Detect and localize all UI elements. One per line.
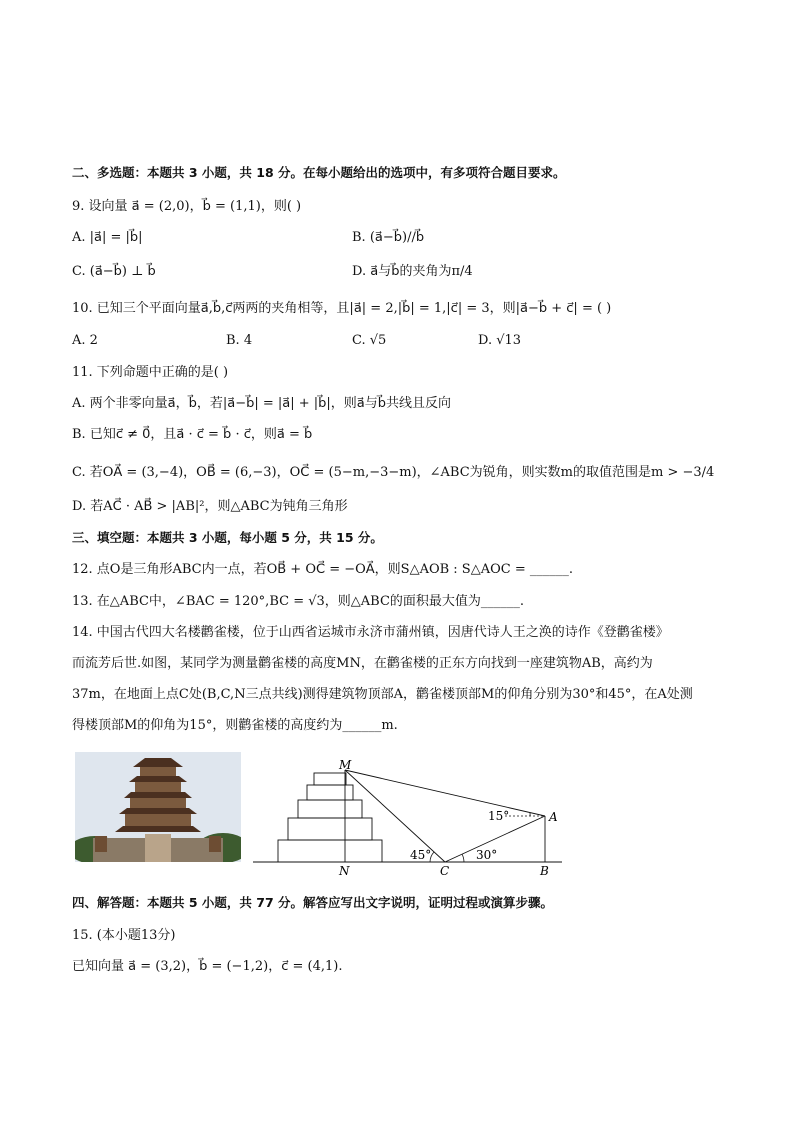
q11-option-b: B. 已知c⃗ ≠ 0⃗，且a⃗ · c⃗ = b⃗ · c⃗，则a⃗ = b⃗ xyxy=(72,427,313,442)
q15-stem: 已知向量 a⃗ = (3,2)，b⃗ = (−1,2)，c⃗ = (4,1). xyxy=(72,959,343,974)
tower-tier-4 xyxy=(307,785,353,800)
tower-photo xyxy=(75,752,241,862)
section-3-heading: 三、填空题：本题共 3 小题，每小题 5 分，共 15 分。 xyxy=(72,530,383,545)
q12: 12. 点O是三角形ABC内一点，若OB⃗ + OC⃗ = −OA⃗，则S△AOB : S△AOC = ______. xyxy=(72,562,573,577)
q9-option-c: C. (a⃗−b⃗) ⊥ b⃗ xyxy=(72,264,156,279)
label-n: N xyxy=(339,864,350,878)
label-c: C xyxy=(440,864,450,878)
label-a: A xyxy=(549,810,558,824)
q9-option-d: D. a⃗与b⃗的夹角为π/4 xyxy=(352,264,473,279)
section-4-heading: 四、解答题：本题共 5 小题，共 77 分。解答应写出文字说明，证明过程或演算步骤。 xyxy=(72,895,554,910)
q10-option-a: A. 2 xyxy=(72,333,98,348)
tower-tier-5 xyxy=(314,773,346,785)
tower-photo-illustration xyxy=(75,752,241,862)
label-m: M xyxy=(339,758,352,772)
measurement-diagram-svg xyxy=(250,752,570,878)
angle-30: 30° xyxy=(476,848,498,862)
q9-stem: 9. 设向量 a⃗ = (2,0)，b⃗ = (1,1)，则( ) xyxy=(72,199,302,214)
q9-option-b: B. (a⃗−b⃗)//b⃗ xyxy=(352,230,425,245)
q10-stem: 10. 已知三个平面向量a⃗,b⃗,c⃗两两的夹角相等，且|a⃗| = 2,|b⃗| = 1,|c⃗| = 3，则|a⃗−b⃗ + c⃗| = ( ) xyxy=(72,301,612,316)
q14-line-1: 14. 中国古代四大名楼鹳雀楼，位于山西省运城市永济市蒲州镇，因唐代诗人王之涣的诗作《登鹳雀楼》 xyxy=(72,625,669,640)
tower-tier-3 xyxy=(298,800,362,818)
q14-line-4: 得楼顶部M的仰角为15°，则鹳雀楼的高度约为______m. xyxy=(72,718,398,733)
tower-tier-2 xyxy=(288,818,372,840)
q10-option-c: C. √5 xyxy=(352,333,387,348)
angle-15: 15° xyxy=(488,809,510,823)
q11-stem: 11. 下列命题中正确的是( ) xyxy=(72,365,229,380)
label-b: B xyxy=(540,864,549,878)
q14-line-3: 37m，在地面上点C处(B,C,N三点共线)测得建筑物顶部A，鹳雀楼顶部M的仰角分别为30°和45°，在A处测 xyxy=(72,687,693,702)
q14-line-2: 而流芳后世.如图，某同学为测量鹳雀楼的高度MN，在鹳雀楼的正东方向找到一座建筑物AB，高约为 xyxy=(72,656,653,671)
q10-option-d: D. √13 xyxy=(478,333,522,348)
section-2-heading: 二、多选题：本题共 3 小题，共 18 分。在每小题给出的选项中，有多项符合题目要求。 xyxy=(72,165,566,180)
q11-option-a: A. 两个非零向量a⃗，b⃗，若|a⃗−b⃗| = |a⃗| + |b⃗|，则a⃗与b⃗共线且反向 xyxy=(72,396,452,411)
q15-title: 15. (本小题13分) xyxy=(72,928,176,943)
arc-30 xyxy=(462,854,464,862)
q9-option-a: A. |a⃗| = |b⃗| xyxy=(72,230,143,245)
q10-option-b: B. 4 xyxy=(226,333,253,348)
measurement-diagram xyxy=(250,752,570,882)
angle-45: 45° xyxy=(410,848,432,862)
tower-tier-1 xyxy=(278,840,382,862)
q11-option-c: C. 若OA⃗ = (3,−4)，OB⃗ = (6,−3)，OC⃗ = (5−m,−3−m)，∠ABC为锐角，则实数m的取值范围是m > −3/4 xyxy=(72,465,715,480)
q11-option-d: D. 若AC⃗ · AB⃗ > |AB|²，则△ABC为钝角三角形 xyxy=(72,499,348,514)
q13: 13. 在△ABC中，∠BAC = 120°,BC = √3，则△ABC的面积最大值为______. xyxy=(72,594,525,609)
segment-ma xyxy=(345,770,545,816)
